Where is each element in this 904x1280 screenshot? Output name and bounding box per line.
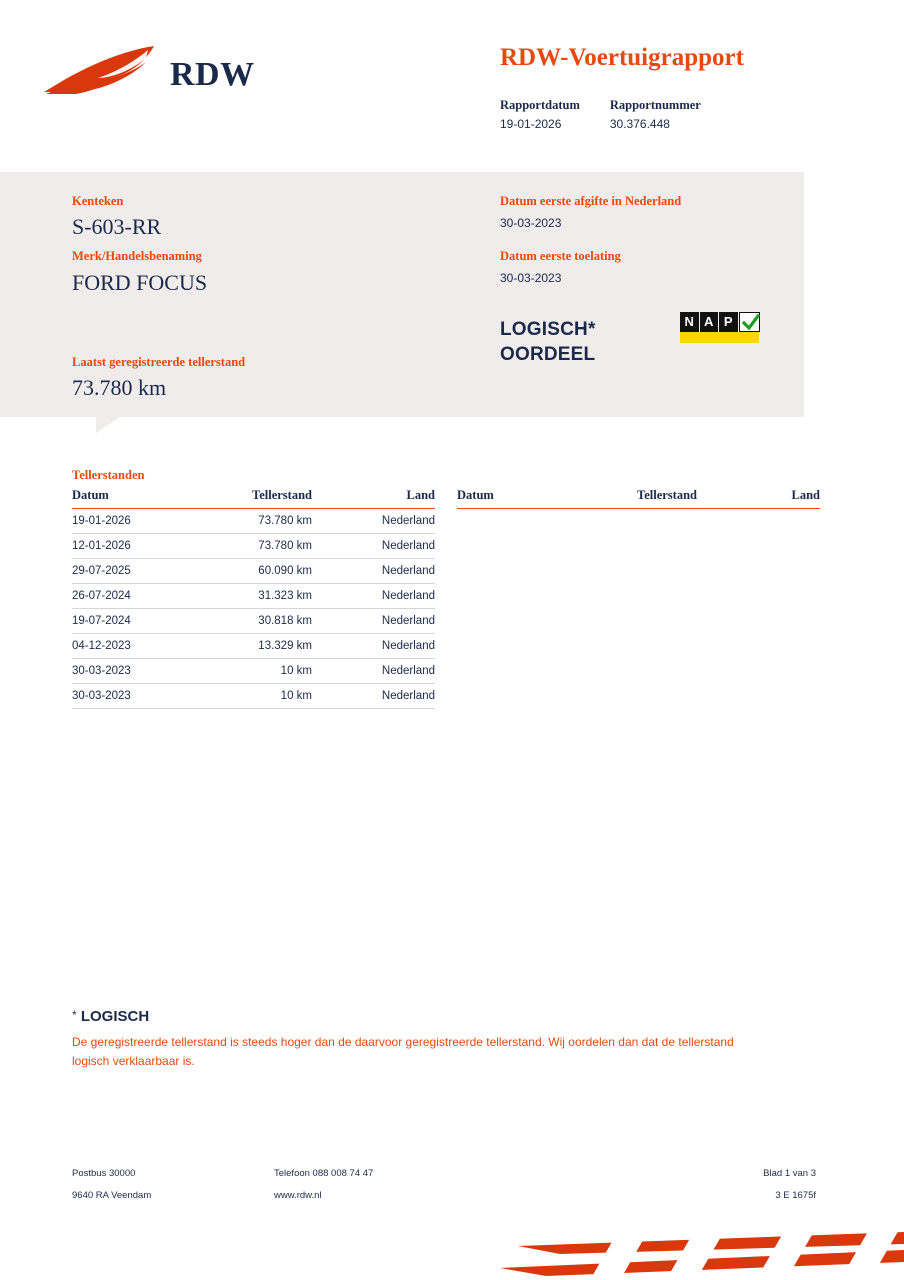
nap-yellow-bar — [680, 332, 759, 343]
page-title: RDW-Voertuigrapport — [500, 44, 744, 71]
cell-reading: 30.818 km — [192, 609, 312, 634]
latest-odometer-value: 73.780 km — [72, 375, 167, 400]
report-date-block — [500, 98, 580, 131]
report-date-value: 19-01-2026 — [500, 117, 562, 131]
kenteken-label: Kenteken — [72, 194, 124, 208]
table-header-row — [72, 488, 435, 509]
rdw-logo — [42, 30, 302, 100]
rdw-feather-logo-icon — [42, 44, 162, 104]
table-row — [72, 609, 435, 634]
footer-contact-line2: www.rdw.nl — [274, 1190, 322, 1201]
nap-check-icon — [739, 312, 760, 332]
footer-row-2 — [0, 1190, 904, 1212]
cell-reading: 31.323 km — [192, 584, 312, 609]
verdict-line-1: LOGISCH* — [500, 319, 596, 340]
table-row — [72, 559, 435, 584]
cell-date: 19-01-2026 — [72, 509, 192, 534]
verdict-text — [500, 317, 596, 367]
table-row — [72, 634, 435, 659]
first-admission-value: 30-03-2023 — [500, 271, 562, 285]
footnote-block — [72, 1008, 772, 1071]
table-row — [72, 584, 435, 609]
footnote-title — [72, 1008, 772, 1025]
column-header-date: Datum — [457, 488, 577, 509]
cell-reading: 13.329 km — [192, 634, 312, 659]
cell-date: 26-07-2024 — [72, 584, 192, 609]
merk-value: FORD FOCUS — [72, 270, 208, 295]
cell-country: Nederland — [312, 634, 435, 659]
document-header — [0, 0, 904, 172]
cell-date: 12-01-2026 — [72, 534, 192, 559]
table-row — [72, 684, 435, 709]
nap-letter-n: N — [680, 312, 699, 332]
report-date-label: Rapportdatum — [500, 98, 580, 112]
footnote-body: De geregistreerde tellerstand is steeds hoger dan de daarvoor geregistreerde tellerstand. Wij oordelen dan dat de tellerstand logisch verklaarbaar is. — [72, 1035, 734, 1069]
odometer-table-right — [457, 488, 820, 509]
nap-letter-p: P — [719, 312, 738, 332]
table-header-row — [457, 488, 820, 509]
table-row — [72, 659, 435, 684]
footer-address-line1: Postbus 30000 — [72, 1168, 136, 1179]
cell-reading: 10 km — [192, 659, 312, 684]
rdw-wordmark: RDW — [170, 56, 255, 93]
report-number-label: Rapportnummer — [609, 98, 701, 112]
merk-label: Merk/Handelsbenaming — [72, 249, 202, 263]
column-header-reading: Tellerstand — [577, 488, 697, 509]
report-number-block — [610, 98, 701, 131]
first-admission-label: Datum eerste toelating — [500, 249, 621, 263]
kenteken-value: S-603-RR — [72, 214, 162, 239]
column-header-country: Land — [697, 488, 820, 509]
nap-letter-a: A — [700, 312, 719, 332]
cell-country: Nederland — [312, 559, 435, 584]
cell-country: Nederland — [312, 659, 435, 684]
cell-reading: 73.780 km — [192, 509, 312, 534]
first-issue-value: 30-03-2023 — [500, 216, 562, 230]
column-header-reading: Tellerstand — [192, 488, 312, 509]
cell-country: Nederland — [312, 534, 435, 559]
nap-logo — [680, 312, 760, 344]
column-header-country: Land — [312, 488, 435, 509]
latest-odometer-label: Laatst geregistreerde tellerstand — [72, 355, 246, 369]
footer-form-code: 3 E 1675f — [775, 1190, 816, 1201]
bottom-decorative-graphic — [500, 1228, 904, 1280]
cell-reading: 60.090 km — [192, 559, 312, 584]
report-meta — [500, 98, 701, 131]
footnote-title-text: LOGISCH — [80, 1008, 150, 1025]
verdict-line-2: OORDEEL — [500, 344, 596, 366]
odometer-section-title: Tellerstanden — [72, 468, 145, 482]
first-issue-label: Datum eerste afgifte in Nederland — [500, 194, 682, 208]
cell-country: Nederland — [312, 684, 435, 709]
cell-reading: 10 km — [192, 684, 312, 709]
footer-page-info: Blad 1 van 3 — [763, 1168, 816, 1179]
table-row — [72, 509, 435, 534]
footer-row-1 — [0, 1168, 904, 1190]
odometer-table-continued — [457, 488, 820, 509]
table-row — [72, 534, 435, 559]
odometer-table-left — [72, 488, 435, 709]
panel-notch — [96, 417, 120, 433]
cell-date: 30-03-2023 — [72, 659, 192, 684]
cell-reading: 73.780 km — [192, 534, 312, 559]
document-footer — [0, 1168, 904, 1212]
cell-country: Nederland — [312, 584, 435, 609]
cell-country: Nederland — [312, 609, 435, 634]
footnote-star: * — [72, 1008, 77, 1022]
cell-date: 30-03-2023 — [72, 684, 192, 709]
nap-letters-row — [680, 312, 760, 332]
footer-address-line2: 9640 RA Veendam — [72, 1190, 152, 1201]
column-header-date: Datum — [72, 488, 192, 509]
footer-contact-line1: Telefoon 088 008 74 47 — [274, 1168, 374, 1179]
vehicle-summary-panel — [0, 172, 804, 417]
cell-date: 04-12-2023 — [72, 634, 192, 659]
cell-country: Nederland — [312, 509, 435, 534]
cell-date: 29-07-2025 — [72, 559, 192, 584]
report-number-value: 30.376.448 — [609, 117, 670, 131]
odometer-table — [72, 488, 435, 709]
cell-date: 19-07-2024 — [72, 609, 192, 634]
